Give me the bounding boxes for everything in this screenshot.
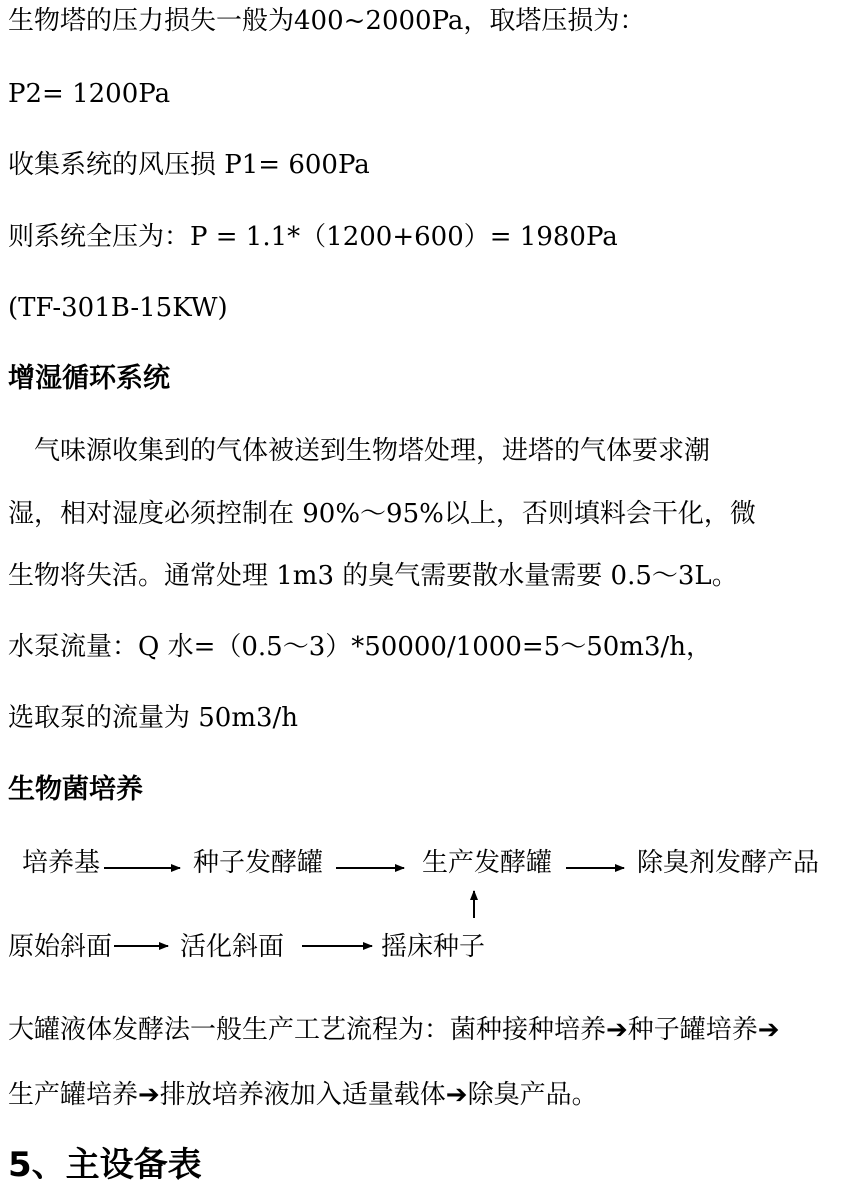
paragraph-pump-select: 选取泵的流量为 50m3/h bbox=[8, 703, 299, 733]
flow-node-medium: 培养基 bbox=[22, 848, 101, 878]
paragraph-pressure-loss: 生物塔的压力损失一般为400~2000Pa，取塔压损为： bbox=[8, 6, 646, 36]
flow-node-shaker-seed: 摇床种子 bbox=[381, 932, 486, 962]
heading-equipment-table: 5、主设备表 bbox=[8, 1145, 202, 1185]
heading-humidify-system: 增湿循环系统 bbox=[8, 363, 170, 394]
paragraph-p1: 收集系统的风压损 P1= 600Pa bbox=[8, 150, 370, 180]
paragraph-humidify-3: 生物将失活。通常处理 1m3 的臭气需要散水量需要 0.5～3L。 bbox=[8, 561, 738, 591]
paragraph-humidify-2: 湿，相对湿度必须控制在 90%～95%以上，否则填料会干化，微 bbox=[8, 499, 756, 529]
heading-bio-culture: 生物菌培养 bbox=[8, 774, 143, 805]
paragraph-pump-flow: 水泵流量：Q 水=（0.5～3）*50000/1000=5～50m3/h， bbox=[8, 632, 713, 662]
flow-node-activated-slant: 活化斜面 bbox=[180, 932, 285, 962]
flow-node-product: 除臭剂发酵产品 bbox=[637, 848, 820, 878]
flow-node-seed-tank: 种子发酵罐 bbox=[193, 848, 324, 878]
paragraph-process-2: 生产罐培养➔排放培养液加入适量载体➔除臭产品。 bbox=[8, 1080, 598, 1110]
paragraph-process-1: 大罐液体发酵法一般生产工艺流程为：菌种接种培养➔种子罐培养➔ bbox=[8, 1015, 780, 1045]
paragraph-humidify-1: 气味源收集到的气体被送到生物塔处理，进塔的气体要求潮 bbox=[8, 436, 711, 466]
paragraph-p2: P2= 1200Pa bbox=[8, 79, 171, 109]
paragraph-fan-model: (TF-301B-15KW) bbox=[8, 293, 228, 323]
paragraph-total-pressure: 则系统全压为：P = 1.1*（1200+600）= 1980Pa bbox=[8, 222, 618, 252]
flow-node-production-tank: 生产发酵罐 bbox=[422, 848, 553, 878]
flow-node-slant: 原始斜面 bbox=[8, 932, 113, 962]
